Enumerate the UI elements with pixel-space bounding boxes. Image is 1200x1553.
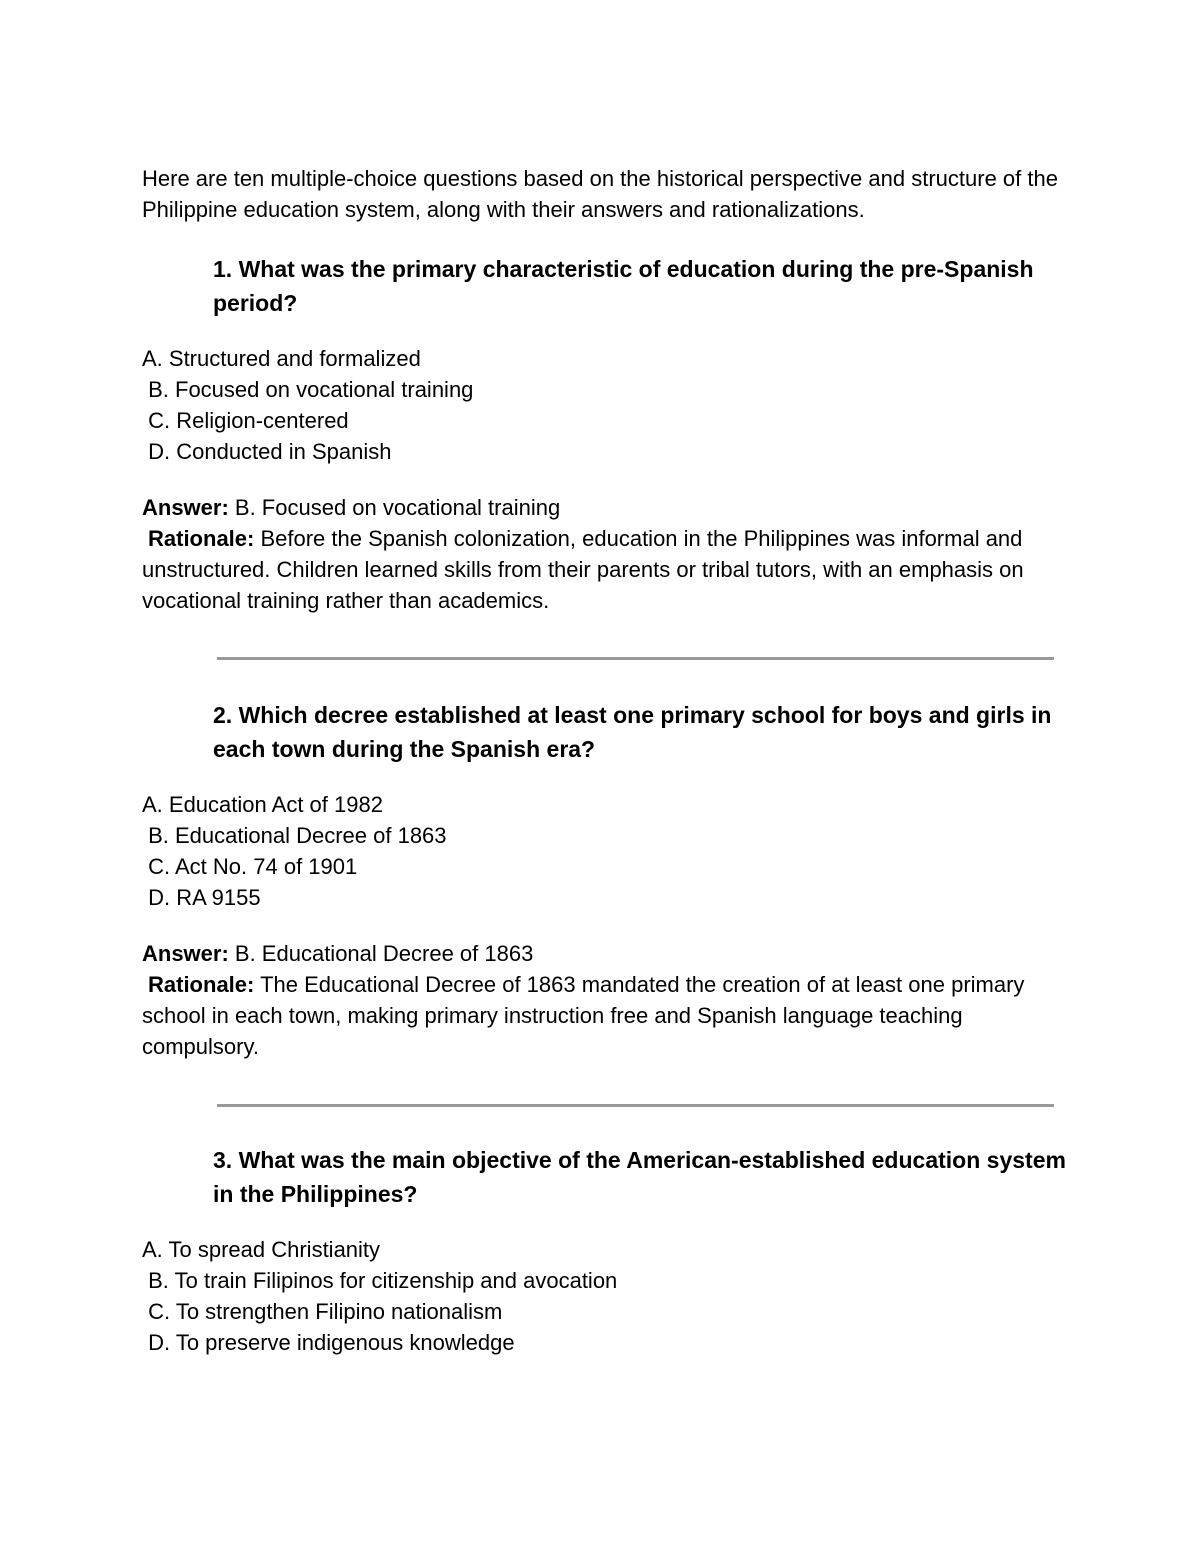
question-2-option-c: C. Act No. 74 of 1901 (142, 854, 358, 879)
rationale-text: Before the Spanish colonization, education in the Philippines was informal and unstructured. Children learned skills from their parents or tribal tutors, with an emphasis on vocational training rather than academics. (142, 526, 1024, 613)
question-1-option-b: B. Focused on vocational training (142, 377, 474, 402)
question-2-answer-block (142, 938, 1072, 1062)
question-2-answer (142, 938, 1072, 969)
question-1-options (142, 343, 1072, 467)
question-2-option-d: D. RA 9155 (142, 885, 261, 910)
intro-paragraph: Here are ten multiple-choice questions based on the historical perspective and structure of the Philippine education system, along with their answers and rationalizations. (142, 166, 1058, 222)
question-1-answer (142, 492, 1072, 523)
rationale-label: Rationale: (148, 972, 255, 997)
divider-2 (217, 1104, 1054, 1107)
question-2-options (142, 789, 1072, 913)
question-3-options (142, 1234, 1072, 1358)
answer-label: Answer: (142, 495, 229, 520)
question-3-option-d: D. To preserve indigenous knowledge (142, 1330, 515, 1355)
question-1-option-d: D. Conducted in Spanish (142, 439, 392, 464)
answer-text: B. Educational Decree of 1863 (228, 941, 534, 966)
question-2-option-b: B. Educational Decree of 1863 (142, 823, 447, 848)
question-3-option-a: A. To spread Christianity (142, 1237, 381, 1262)
answer-text: B. Focused on vocational training (228, 495, 561, 520)
answer-label: Answer: (142, 941, 229, 966)
question-1-answer-block (142, 492, 1072, 616)
question-2-option-a: A. Education Act of 1982 (142, 792, 383, 817)
question-3-option-b: B. To train Filipinos for citizenship and avocation (142, 1268, 618, 1293)
question-1-option-a: A. Structured and formalized (142, 346, 421, 371)
question-1-option-c: C. Religion-centered (142, 408, 349, 433)
rationale-label: Rationale: (148, 526, 255, 551)
rationale-text: The Educational Decree of 1863 mandated the creation of at least one primary school in each town, making primary instruction free and Spanish language teaching compulsory. (142, 972, 1025, 1059)
question-2-title: 2. Which decree established at least one primary school for boys and girls in each town during the Spanish era? (213, 702, 1052, 762)
question-1-rationale (142, 523, 1072, 616)
divider-1 (217, 657, 1054, 660)
question-3-option-c: C. To strengthen Filipino nationalism (142, 1299, 503, 1324)
question-1-title: 1. What was the primary characteristic of education during the pre-Spanish period? (213, 256, 1034, 316)
question-3-title: 3. What was the main objective of the American-established education system in the Philippines? (213, 1147, 1066, 1207)
question-2-rationale (142, 969, 1072, 1062)
